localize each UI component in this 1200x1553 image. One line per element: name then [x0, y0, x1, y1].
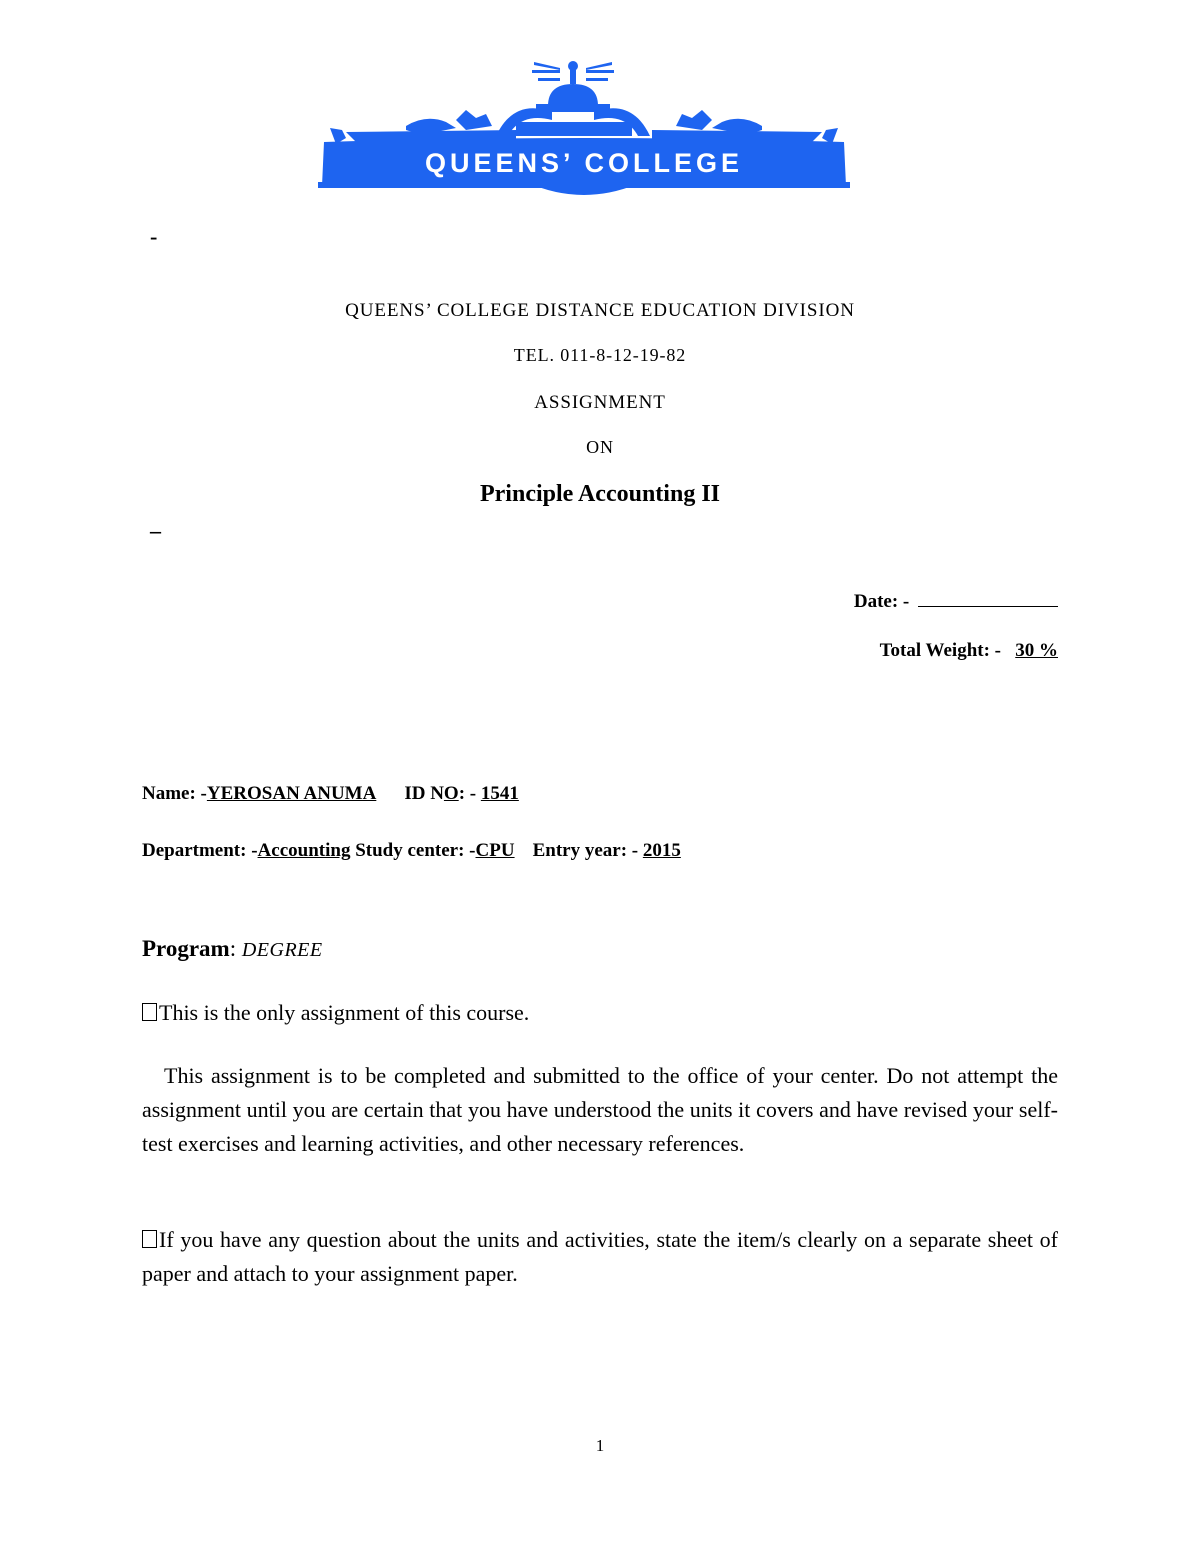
note-1-text: This is the only assignment of this course. — [159, 1000, 530, 1025]
instructions-paragraph — [142, 1059, 1058, 1161]
logo-text: QUEENS’ COLLEGE — [424, 148, 744, 178]
telephone: TEL. 011-8-12-19-82 — [513, 345, 687, 365]
student-name-line — [142, 783, 519, 805]
date-label: Date: - — [853, 591, 914, 612]
program-value: DEGREE — [241, 939, 323, 961]
id-label: ID N — [404, 783, 444, 804]
note-only-assignment — [142, 996, 1058, 1030]
id-value: 1541 — [480, 783, 519, 804]
center-value: CPU — [475, 840, 515, 861]
on-heading: ON — [586, 437, 614, 457]
name-value: YEROSAN ANUMA — [206, 783, 377, 804]
program-sep: : — [229, 936, 242, 961]
id-label-o: O — [443, 783, 459, 804]
weight-label: Total Weight: - — [879, 640, 1006, 661]
note-questions — [142, 1223, 1058, 1291]
weight-value: 30 % — [1015, 640, 1058, 661]
student-department-line — [142, 840, 681, 862]
weight-line — [880, 640, 1058, 662]
dash-mark: – — [150, 518, 161, 543]
assignment-heading: ASSIGNMENT — [534, 392, 666, 413]
date-line — [854, 588, 1058, 613]
department-value: Accounting — [257, 840, 351, 861]
institution-title: QUEENS’ COLLEGE DISTANCE EDUCATION DIVISION — [345, 300, 855, 321]
page-number: 1 — [595, 1436, 605, 1455]
course-title: Principle Accounting II — [479, 481, 720, 507]
crest-icon — [316, 58, 852, 203]
bullet-box-icon — [142, 1230, 157, 1248]
department-label: Department: - — [142, 840, 258, 861]
instructions-text: This assignment is to be completed and submitted to the office of your center. Do not attempt the assignment until you are certain that you have understood the units it covers and have revised your self-test exercises and learning activities, and other necessary references. — [142, 1063, 1058, 1156]
name-label: Name: - — [142, 783, 207, 804]
id-label-end: : - — [458, 783, 481, 804]
entry-label: Entry year: - — [532, 840, 643, 861]
center-label: Study center: - — [355, 840, 476, 861]
date-blank — [918, 588, 1058, 607]
entry-value: 2015 — [642, 840, 681, 861]
bullet-box-icon — [142, 1003, 157, 1021]
program-label: Program — [142, 936, 230, 961]
college-crest-logo — [316, 58, 852, 203]
program-line — [142, 936, 323, 962]
note-2-text: If you have any question about the units and activities, state the item/s clearly on a separate sheet of paper and attach to your assignment paper. — [142, 1227, 1058, 1286]
dash-mark: - — [150, 224, 158, 249]
